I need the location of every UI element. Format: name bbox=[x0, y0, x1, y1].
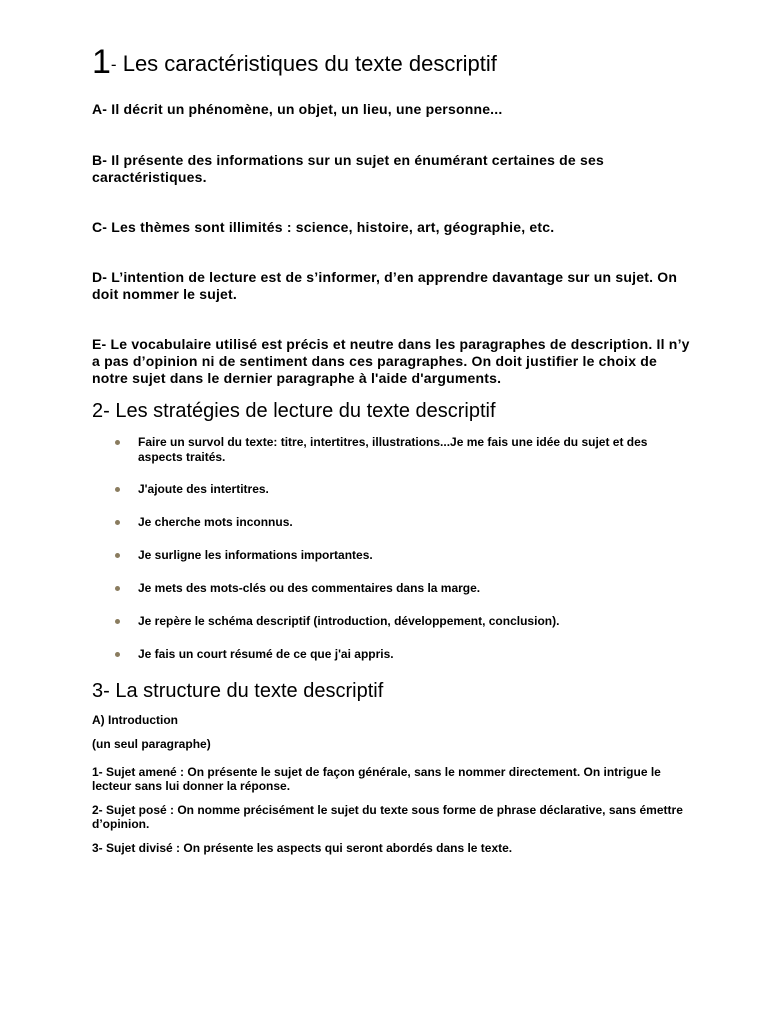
structure-note: (un seul paragraphe) bbox=[92, 737, 211, 751]
list-item-text: Faire un survol du texte: titre, intertitres, illustrations...Je me fais une idée du sujet et des aspects traités. bbox=[138, 435, 648, 464]
document-page bbox=[92, 44, 692, 855]
section-1-title: Les caractéristiques du texte descriptif bbox=[116, 51, 497, 76]
structure-item-2: 2- Sujet posé : On nomme précisément le sujet du texte sous forme de phrase déclarative, sans émettre d’opinion. bbox=[92, 803, 683, 831]
list-item bbox=[92, 515, 692, 530]
characteristic-c: C- Les thèmes sont illimités : science, histoire, art, géographie, etc. bbox=[92, 219, 555, 235]
list-item bbox=[92, 548, 692, 563]
list-item-text: Je repère le schéma descriptif (introduction, développement, conclusion). bbox=[138, 614, 560, 628]
bullet-icon bbox=[115, 553, 120, 558]
section-3-heading: 3- La structure du texte descriptif bbox=[92, 680, 384, 702]
characteristic-e: E- Le vocabulaire utilisé est précis et neutre dans les paragraphes de description. Il n’y a pas d’opinion ni de sentiment dans ces paragraphes. On doit justifier le choix de notre sujet dans le dernier paragraphe à l'aide d'arguments. bbox=[92, 336, 690, 386]
bullet-icon bbox=[115, 586, 120, 591]
list-item-text: Je surligne les informations importantes. bbox=[138, 548, 373, 562]
list-item bbox=[92, 581, 692, 596]
structure-item-1: 1- Sujet amené : On présente le sujet de façon générale, sans le nommer directement. On intrigue le lecteur sans lui donner la réponse. bbox=[92, 765, 661, 793]
section-2-heading: 2- Les stratégies de lecture du texte descriptif bbox=[92, 400, 496, 422]
bullet-icon bbox=[115, 520, 120, 525]
bullet-icon bbox=[115, 619, 120, 624]
list-item bbox=[92, 435, 692, 465]
characteristic-a: A- Il décrit un phénomène, un objet, un lieu, une personne... bbox=[92, 101, 503, 117]
bullet-icon bbox=[115, 440, 120, 445]
characteristic-b: B- Il présente des informations sur un sujet en énumérant certaines de ses caractéristiques. bbox=[92, 152, 604, 185]
list-item-text: Je fais un court résumé de ce que j'ai appris. bbox=[138, 647, 394, 661]
section-1-dash: - bbox=[110, 55, 117, 74]
strategies-list bbox=[92, 435, 692, 662]
list-item bbox=[92, 482, 692, 497]
bullet-icon bbox=[115, 652, 120, 657]
list-item-text: Je cherche mots inconnus. bbox=[138, 515, 293, 529]
section-1-number: 1 bbox=[92, 43, 111, 81]
characteristic-d: D- L’intention de lecture est de s’informer, d’en apprendre davantage sur un sujet. On doit nommer le sujet. bbox=[92, 269, 678, 302]
list-item-text: J'ajoute des intertitres. bbox=[138, 482, 269, 496]
section-1-heading bbox=[92, 44, 692, 83]
list-item-text: Je mets des mots-clés ou des commentaires dans la marge. bbox=[138, 581, 481, 595]
structure-subtitle: A) Introduction bbox=[92, 713, 178, 727]
structure-item-3: 3- Sujet divisé : On présente les aspects qui seront abordés dans le texte. bbox=[92, 841, 513, 855]
list-item bbox=[92, 614, 692, 629]
list-item bbox=[92, 647, 692, 662]
bullet-icon bbox=[115, 487, 120, 492]
